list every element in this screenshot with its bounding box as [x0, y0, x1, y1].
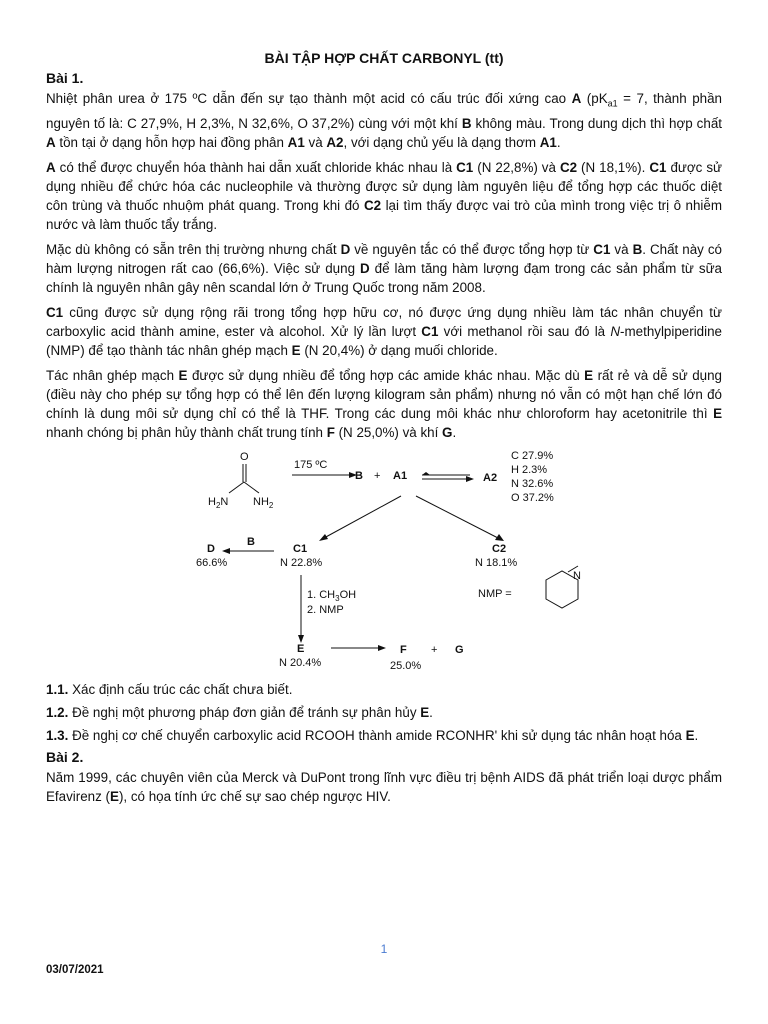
comp-h: H 2.3% — [511, 463, 548, 476]
plus-sign-2: + — [431, 643, 438, 656]
comp-n: N 32.6% — [511, 477, 554, 490]
arrow-a1-c1 — [324, 496, 401, 538]
comp-c: C 27.9% — [511, 449, 554, 462]
label-d: D — [207, 542, 215, 555]
urea-left-amine: $H_2N$ — [208, 495, 229, 510]
paragraph-2: A có thể được chuyển hóa thành hai dẫn xuất chloride khác nhau là C1 (N 22,8%) và C2 (N 18,1%). C1 được sử dụng nhiều để chức hóa các nucleophile và thường được sử dụng làm nguyên liệu để tổng hợp các thuốc diệt côn trùng và thuốc nhuộm phát quang. Trong khi đó C2 lại tìm thấy được vai trò của mình trong việc trị ô nhiễm nước và làm thuốc tẩy trắng. — [46, 159, 722, 232]
comp-o: O 37.2% — [511, 491, 554, 504]
f-nitrogen-pct: 25.0% — [390, 659, 422, 672]
arrow-label-b: B — [247, 535, 255, 548]
condition-step1: 1. $CH_3OH$ — [307, 588, 357, 603]
label-c1: C1 — [293, 542, 308, 555]
label-e: E — [297, 642, 305, 655]
arrow-a1-c2 — [416, 496, 498, 538]
arrowhead-d — [222, 548, 230, 554]
section-heading-bai1: Bài 1. — [46, 70, 84, 86]
arrowhead-e — [298, 635, 304, 643]
paragraph-4: C1 cũng được sử dụng rộng rãi trong tổng hợp hữu cơ, nó được ứng dụng nhiều làm tác nhân chuyển từ carboxylic acid thành amine, ester và alcohol. Xử lý lần lượt C1 với methanol rồi sau đó là N-methylpiperidine (NMP) để tạo thành tác nhân ghép mạch E (N 20,4%) ở dạng muối chloride. — [46, 304, 722, 358]
arrowhead-c1 — [319, 534, 328, 541]
label-c2: C2 — [492, 542, 507, 555]
d-nitrogen-pct: 66.6% — [196, 556, 228, 569]
plus-sign-1: + — [374, 469, 381, 482]
paragraph-bai2: Năm 1999, các chuyên viên của Merck và DuPont trong lĩnh vực điều trị bệnh AIDS đã phát triển loại dược phẩm Efavirenz (E), có họa tính ức chế sự sao chép ngược HIV. — [46, 769, 722, 804]
condition-step2: 2. NMP — [307, 603, 344, 616]
paragraph-5: Tác nhân ghép mạch E được sử dụng nhiều để tổng hợp các amide khác nhau. Mặc dù E rất rẻ và dễ sử dụng (điều này cho phép sự tổng hợp có thể lên đến lượng kilogram sản phẩm) nhưng nó vẫn có một hạn chế lớn đó chính là dung môi sử dụng chỉ có thể là THF. Trong các dung môi khác như chloroform hay acetonitrile thì E nhanh chóng bị phân hủy thành chất trung tính F (N 25,0%) và khí G. — [46, 367, 722, 440]
condition-temp: 175 ºC — [294, 458, 328, 471]
paragraph-1: Nhiệt phân urea ở 175 ºC dẫn đến sự tạo thành một acid có cấu trúc đối xứng cao A ($pK_{a1} = 7$, thành phần nguyên tố là: C 27,9%, H 2,3%, N 32,6%, O 37,2%) cùng với một khí B không màu. Trong dung dịch thì hợp chất A tồn tại ở dạng hỗn hợp hai đồng phân A1 và A2, với dạng chủ yếu là dạng thơm A1. — [46, 91, 722, 150]
label-b-product: B — [355, 469, 363, 482]
footer-date: 03/07/2021 — [46, 964, 104, 976]
page-title: BÀI TẬP HỢP CHẤT CARBONYL (tt) — [264, 50, 504, 66]
question-1-1: 1.1. Xác định cấu trúc các chất chưa biết. — [46, 681, 293, 697]
e-nitrogen-pct: N 20.4% — [279, 656, 322, 669]
urea-right-amine: $NH_2$ — [253, 495, 274, 510]
paragraph-3: Mặc dù không có sẵn trên thị trường nhưng chất D về nguyên tắc có thể được tổng hợp từ C1 và B. Chất này có hàm lượng nitrogen rất cao (66,6%). Việc sử dụng D để làm tăng hàm lượng đạm trong các sản phẩm từ sữa chính là nguyên nhân gây nên scandal lớn ở Trung Quốc trong năm 2008. — [46, 241, 722, 295]
section-heading-bai2: Bài 2. — [46, 748, 84, 765]
urea-oxygen: O — [240, 450, 249, 463]
urea-cn-bond-left — [229, 482, 244, 493]
label-a1: A1 — [393, 469, 408, 482]
c1-nitrogen-pct: N 22.8% — [280, 556, 323, 569]
question-1-2: 1.2. Đề nghị một phương pháp đơn giản để tránh sự phân hủy E. — [46, 704, 433, 720]
c2-nitrogen-pct: N 18.1% — [475, 556, 518, 569]
label-f: F — [400, 643, 407, 656]
equilibrium-head-left — [422, 472, 430, 475]
label-g: G — [455, 643, 464, 656]
arrowhead-f — [378, 645, 386, 651]
reaction-scheme — [46, 448, 722, 678]
nmp-label: NMP = — [478, 587, 512, 600]
urea-cn-bond-right — [244, 482, 259, 493]
label-a2: A2 — [483, 471, 498, 484]
equilibrium-head-right — [466, 476, 474, 482]
document-page — [46, 50, 722, 812]
reaction-scheme-svg — [46, 448, 722, 678]
page-number: 1 — [380, 942, 388, 956]
nmp-nitrogen: N — [573, 569, 581, 582]
question-1-3: 1.3. Đề nghị cơ chế chuyển carboxylic acid RCOOH thành amide RCONHR' khi sử dụng tác nhân hoạt hóa E. — [46, 727, 699, 743]
